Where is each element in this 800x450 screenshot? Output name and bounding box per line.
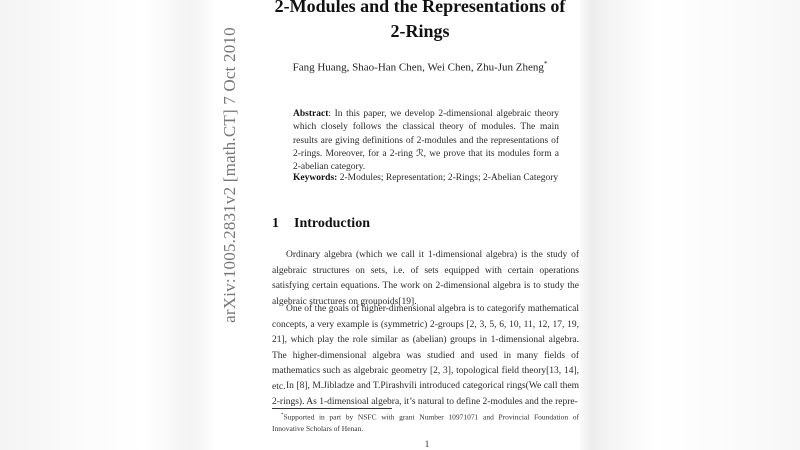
section-number: 1 (272, 216, 279, 231)
author-list (240, 60, 600, 74)
title-line-2: 2-Rings (390, 21, 450, 41)
section-heading (272, 216, 370, 232)
section-title: Introduction (294, 216, 370, 231)
footnote-text: Supported in part by NSFC with grant Number 10971071 and Provincial Foundation of Innovative Scholars of Henan. (272, 412, 579, 433)
paper-title (240, 0, 600, 44)
page-number: 1 (424, 440, 430, 450)
keywords-line (293, 173, 573, 183)
abstract-block (293, 108, 559, 174)
body-paragraph: One of the goals of higher-dimensional algebra is to categorify mathematical concepts, a very example is (symmetric) 2-groups [2, 3, 5, 6, 10, 11, 12, 17, 19, 21], which play the role similar as (abelian) groups in 1-dimensional algebra. The higher-dimensional algebra was studied and used in many fields of mathematics such as algebraic geometry [2, 3], topological field theory[13, 14], etc. (272, 304, 579, 392)
authors-text: Fang Huang, Shao-Han Chen, Wei Chen, Zhu-Jun Zheng (292, 61, 544, 74)
keywords-label: Keywords: (293, 173, 338, 183)
footnote (272, 410, 579, 435)
arxiv-identifier-stamp (215, 27, 245, 323)
abstract-text: : In this paper, we develop 2-dimensional algebraic theory which closely follows the classical theory of modules. The main results are giving definitions of 2-modules and the representations of 2-rings. Moreover, for a 2-ring ℛ, we prove that its modules form a 2-abelian category. (293, 109, 559, 173)
body-paragraph: In [8], M.Jibladze and T.Pirashvili introduced categorical rings(We call them 2-rings). As 1-dimensioal algebra, it’s natural to define 2-modules and the repre- (272, 381, 579, 407)
body-paragraph: Ordinary algebra (which we call it 1-dimensional algebra) is the study of algebraic structures on sets, i.e. of sets equipped with certain operations satisfying certain equations. The work on 2-dimensional algebra is to study the algebraic structures on groupoids[19]. (272, 250, 579, 307)
author-footnote-mark: * (543, 60, 548, 68)
footnote-divider (272, 408, 392, 409)
footnote-mark: * (281, 413, 284, 418)
abstract-label: Abstract (293, 109, 329, 119)
title-line-1: 2-Modules and the Representations of (274, 0, 566, 16)
keywords-text: 2-Modules; Representation; 2-Rings; 2-Abelian Category (337, 173, 559, 183)
arxiv-id-text: arXiv:1005.2831v2 [math.CT] 7 Oct 2010 (220, 27, 239, 323)
